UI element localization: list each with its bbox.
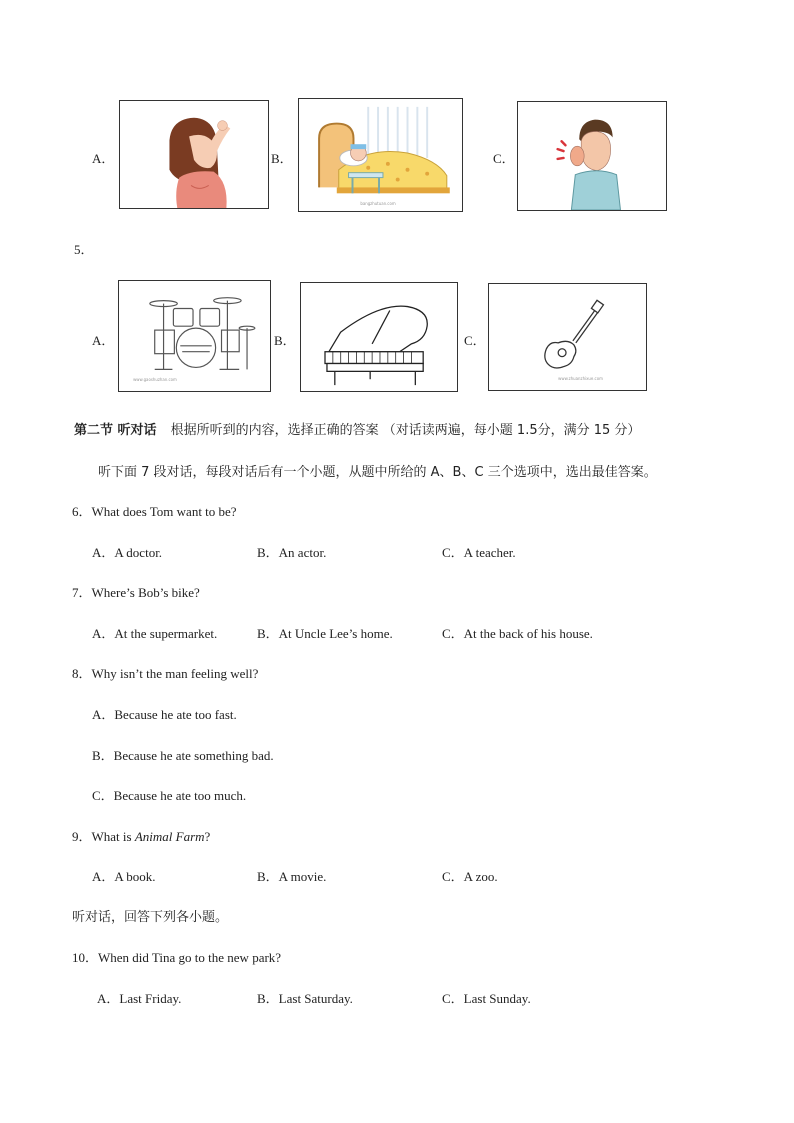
question-10-stem: [72, 947, 281, 966]
toothache-boy-icon: [518, 102, 666, 210]
svg-text:www.zhuanzhixue.com: www.zhuanzhixue.com: [558, 376, 603, 382]
question-10-option-b[interactable]: B．Last Saturday.: [257, 991, 353, 1006]
girl-eye-rubbing-icon: [120, 101, 268, 208]
question-7-stem: [72, 582, 200, 601]
question-6-text: What does Tom want to be?: [91, 504, 237, 519]
q4-option-c-picture[interactable]: [517, 101, 667, 211]
section2-heading: [74, 419, 640, 438]
question-8-text: Why isn’t the man feeling well?: [91, 666, 259, 681]
question-7-text: Where’s Bob’s bike?: [91, 585, 200, 600]
question-10-option-a[interactable]: A．Last Friday.: [97, 991, 182, 1006]
svg-text:www.gaoshuzhan.com: www.gaoshuzhan.com: [133, 377, 177, 383]
question-9-stem: [72, 826, 210, 845]
q5-option-a-letter: A．: [92, 333, 115, 348]
question-10-option-c[interactable]: C．Last Sunday.: [442, 991, 531, 1006]
guitar-icon: [489, 284, 646, 390]
question-8-option-c[interactable]: C．Because he ate too much.: [92, 788, 247, 803]
question-6-option-a[interactable]: A．A doctor.: [92, 545, 163, 560]
drum-kit-icon: [119, 281, 270, 391]
q5-option-c-letter: C．: [464, 333, 486, 348]
q4-option-b-letter: B．: [271, 151, 293, 166]
q5-option-c-picture[interactable]: [488, 283, 647, 391]
question-10-number: 10．: [72, 950, 99, 965]
q5-number: 5．: [74, 242, 94, 257]
svg-text:bangzhutuan.com: bangzhutuan.com: [360, 201, 396, 207]
question-10-text: When did Tina go to the new park?: [98, 950, 282, 965]
q4-option-a-picture[interactable]: [119, 100, 269, 209]
question-6-option-b[interactable]: B．An actor.: [257, 545, 327, 560]
question-9-title-italic: Animal Farm: [134, 829, 205, 844]
q4-option-a-letter: A．: [92, 151, 115, 166]
question-7-number: 7．: [72, 585, 92, 600]
question-9-text-after: ?: [204, 829, 211, 844]
q5-option-a-picture[interactable]: [118, 280, 271, 392]
sick-in-bed-icon: [299, 99, 462, 211]
q4-option-c-letter: C．: [493, 151, 515, 166]
question-6-option-c[interactable]: C．A teacher.: [442, 545, 516, 560]
q4-option-b-picture[interactable]: [298, 98, 463, 212]
question-6-number: 6．: [72, 504, 92, 519]
question-8-option-b[interactable]: B．Because he ate something bad.: [92, 748, 274, 763]
group-prompt: 听对话，回答下列各小题。: [72, 910, 229, 925]
section2-intro: 听下面 7 段对话，每段对话后有一个小题，从题中所给的 A、B、C 三个选项中，选出最佳答案。: [98, 465, 657, 480]
question-8-stem: [72, 663, 258, 682]
question-7-option-a[interactable]: A．At the supermarket.: [92, 626, 218, 641]
question-6-stem: [72, 501, 237, 520]
question-7-option-b[interactable]: B．At Uncle Lee’s home.: [257, 626, 393, 641]
question-9-number: 9．: [72, 829, 92, 844]
section2-instruction: 根据所听到的内容，选择正确的答案 （对话读两遍，每小题 1.5分，满分 15 分）: [170, 423, 641, 438]
piano-icon: [301, 283, 457, 391]
question-7-option-c[interactable]: C．At the back of his house.: [442, 626, 593, 641]
question-9-option-c[interactable]: C．A zoo.: [442, 869, 498, 884]
q5-option-b-letter: B．: [274, 333, 296, 348]
question-8-option-a[interactable]: A．Because he ate too fast.: [92, 707, 237, 722]
question-9-option-b[interactable]: B．A movie.: [257, 869, 327, 884]
question-9-text-before: What is: [91, 829, 135, 844]
section2-title: 第二节 听对话: [74, 423, 157, 438]
question-8-number: 8．: [72, 666, 92, 681]
q5-option-b-picture[interactable]: [300, 282, 458, 392]
question-9-option-a[interactable]: A．A book.: [92, 869, 156, 884]
